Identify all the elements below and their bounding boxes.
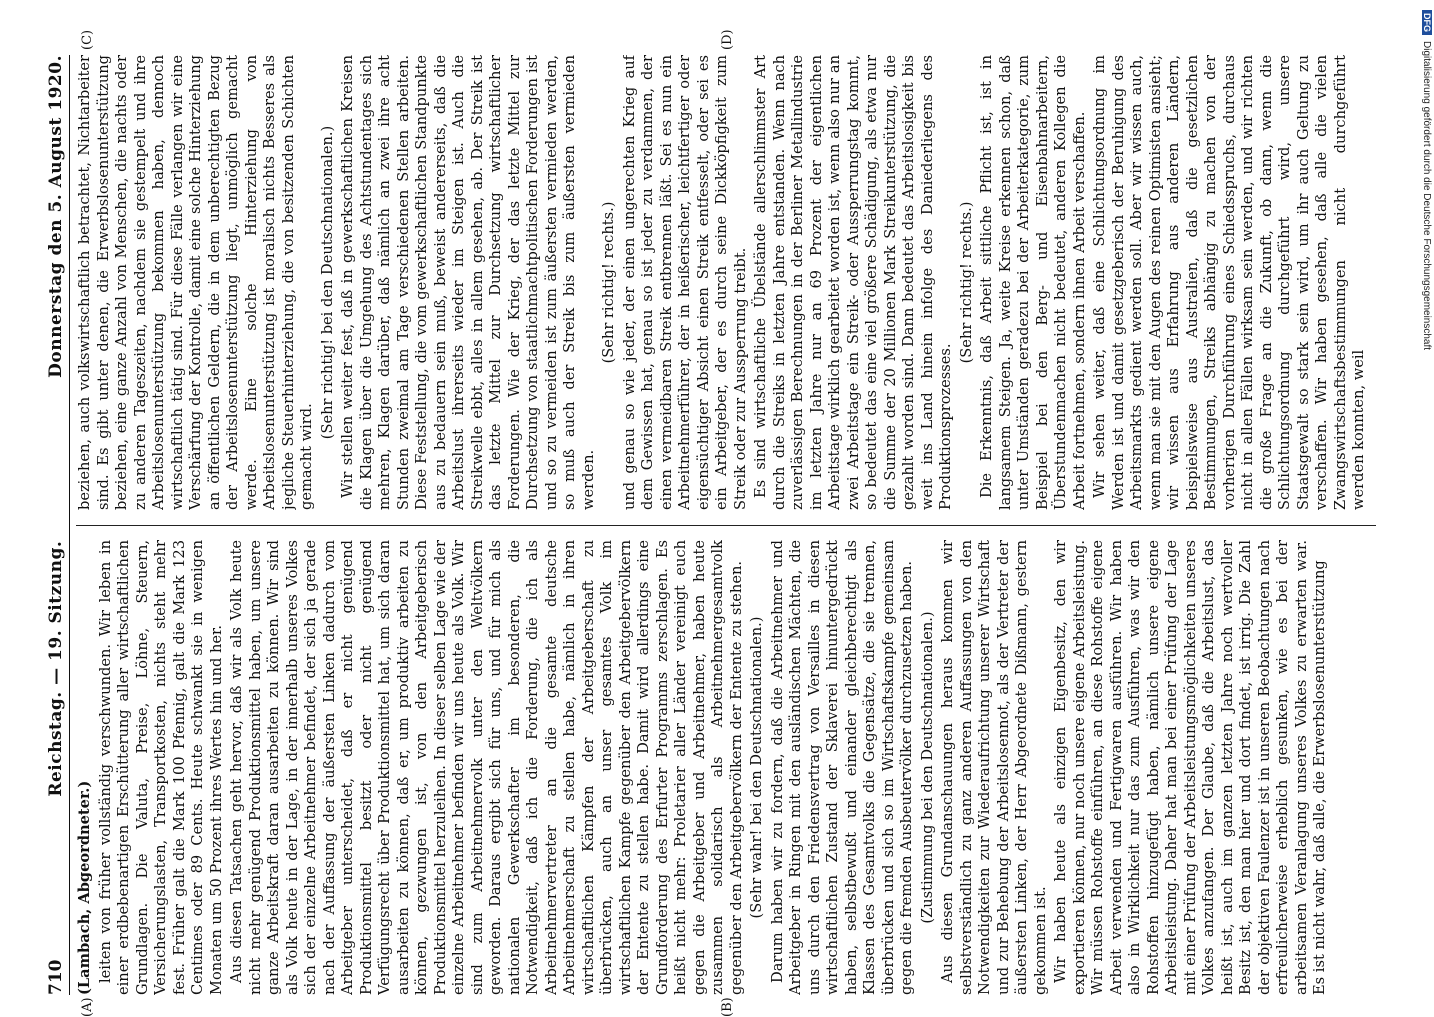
paragraph: Aus diesen Grundanschauungen heraus kommen wir selbstverständlich zu ganz anderen Auffassungen von den Notwendigkeiten zur Wiederaufrichtung unserer Wirtschaft und zur Behebung der Arbeitslosennot, als der Vertreter der äußersten Linken, der Herr Abgeordnete Dißmann, gestern gekommen ist.	[939, 540, 1049, 995]
left-column	[76, 540, 1386, 995]
speaker-label: (Lambach, Abgeordneter.)	[76, 780, 93, 995]
paragraph: Die Erkenntnis, daß Arbeit sittliche Pflicht ist, ist in langsamem Steigen. Ja, weite Kreise erkennen schon, daß unter Umständen geradezu bei der Arbeiterkategorie, zum Beispiel bei den Berg- und Eisenbahnarbeitern, Überstundenmachen nicht bedeutet, anderen Kollegen die Arbeit fortnehmen, sondern ihnen Arbeit verschaffen.	[978, 55, 1088, 510]
paragraph: Wir stellen weiter fest, daß in gewerkschaftlichen Kreisen die Klagen über die Umgehung des Achtstundentages sich mehren, Klagen darüber, daß nämlich an zwei ihre acht Stunden zweimal am Tage verschiedenen Stellen arbeiten. Diese Feststellung, die vom gewerkschaftlichen Standpunkte aus zu bedauern sein muß, beweist andererseits, daß die Arbeitslust ihrerseits wieder im Steigen ist. Auch die Streikwelle ebbt, alles in allem gesehen, ab. Der Streik ist das letzte Mittel zur Durchsetzung wirtschaftlicher Forderungen. Wie der Krieg, der das letzte Mittel zur Durchsetzung von staatlichmachtpolitischen Forderungen ist und so zu vermeiden ist zum äußersten vermieden werden, so muß auch der Streik bis zum äußersten vermieden werden.	[339, 55, 597, 510]
interjection: (Sehr richtig! rechts.)	[600, 201, 617, 364]
funding-note	[1421, 10, 1432, 990]
session-title: Reichstag. — 19. Sitzung.	[46, 540, 66, 797]
funding-sidebar	[1418, 10, 1432, 990]
session-date: Donnerstag den 5. August 1920.	[46, 55, 66, 378]
paragraph: leiten von früher vollständig verschwunden. Wir leben in einer erdbebenartigen Erschütterung aller wirtschaftlichen Grundlagen. Die Valuta, Preise, Löhne, Steuern, Versicherungslasten, Transportkosten, nichts steht mehr fest. Früher galt die Mark 100 Pfennig, galt die Mark 123 Centimes oder 89 Cents. Heute schwankt sie in wenigen Monaten um 50 Prozent ihres Wertes hin und her.	[96, 540, 225, 995]
margin-marker-b: (B)	[720, 997, 735, 1017]
interjection: (Sehr wahr! bei den Deutschnationalen.)	[748, 616, 765, 919]
interjection: (Sehr richtig! rechts.)	[957, 201, 975, 364]
interjection: (Zustimmung bei den Deutschnationalen.)	[918, 611, 936, 924]
scanned-page	[40, 29, 1395, 1017]
rotated-page-content	[40, 29, 1395, 1017]
page-header	[40, 55, 70, 995]
dfg-logo: DFG	[1422, 10, 1432, 35]
paragraph: Darum haben wir zu fordern, daß die Arbeitnehmer und Arbeitgeber in Ringen mit den ausländischen Mächten, die uns durch den Friedensvertrag von Versailles in diesen wirtschaftlichen Zustand der Sklaverei hinuntergedrückt haben, selbstbewußt und einander gleichberechtigt als Klassen des Gesamtvolks die Gegensätze, die sie trennen, überbrücken und sich so im Wirtschaftskampfe gemeinsam gegen die fremden Ausbeutervölker durchzusetzen haben.	[768, 540, 915, 995]
column-divider	[76, 525, 1376, 526]
paragraph: Wir sehen weiter, daß eine Schlichtungsordnung im Werden ist und damit gesetzgeberisch der Beruhigung des Arbeitsmarkts gedient werden soll. Aber wir wissen auch, wenn man sie mit den Augen des reinen Optimisten ansieht; wir wissen aus Erfahrung aus anderen Ländern, beispielsweise aus Australien, daß die gesetzlichen Bestimmungen, Streiks abhängig zu machen von der vorherigen Durchführung eines Schiedsspruchs, durchaus nicht in allen Fällen wirksam sein werden, und wir richten die große Frage an die Zukunft, ob dann, wenn die Schlichtungsordnung durchgeführt wird, unsere Staatsgewalt so stark sein wird, um ihr auch Geltung zu verschaffen. Wir haben gesehen, daß alle die vielen Zwangswirtschaftsbestimmungen nicht durchgeführt werden konnten, weil	[1091, 55, 1367, 510]
right-column	[76, 55, 1386, 510]
paragraph: und genau so wie jeder, der einen ungerechten Krieg auf dem Gewissen hat, genau so ist jeder zu verdammen, der einen vermeidbaren Streik entbrennen läßt. Sei es nun ein Arbeitnehmerführer, der in heißerischer, leichtfertiger oder eigensüchtiger Absicht einen Streik entfesselt, oder sei es ein Arbeitgeber, der es durch seine Dickköpfigkeit zum Streik oder zur Aussperrung treibt.	[620, 55, 749, 510]
interjection: (Sehr richtig! bei den Deutschnationalen.)	[318, 125, 336, 440]
margin-marker-a: (A)	[80, 997, 95, 1017]
paragraph: Wir haben heute als einzigen Eigenbesitz, den wir exportieren können, nur noch unsere eigene Arbeitsleistung. Wir müssen Rohstoffe einführen, an diese Rohstoffe eigene Arbeit verwenden und Fertigwaren ausführen. Wir haben also in Wirklichkeit nur das zum Ausführen, was wir den Rohstoffen hinzugefügt haben, nämlich unsere eigene Arbeitsleistung. Daher hat man bei einer Prüfung der Lage mit einer Prüfung der Arbeitsleistungsmöglichkeiten unseres Volkes anzufangen. Der Glaube, daß die Arbeitslust, das heißt ist, auch im ganzen letzten Jahre noch wertvoller Besitz ist, den man hier und dort findet, ist irrig. Die Zahl der objektiven Faulenzer ist in unseren Beobachtungen nach erfreulicherweise erheblich gesunken, wie es bei der arbeitsamen Veranlagung unseres Volkes zu erwarten war. Es ist nicht wahr, daß alle, die Erwerbslosenunterstützung	[1052, 540, 1328, 995]
funding-text: Digitalisierung gefördert durch die Deutsche Forschungsgemeinschaft	[1421, 41, 1432, 351]
page-number: 710	[46, 959, 66, 995]
paragraph: beziehen, auch volkswirtschaftlich betrachtet, Nichtarbeiter sind. Es gibt unter denen, die Erwerbslosenunterstützung beziehen, eine ganze Anzahl von Menschen, die nachts oder zu anderen Tageszeiten, nachdem sie gestempelt und ihre Arbeitslosenunterstützung bekommen haben, dennoch wirtschaftlich tätig sind. Für diese Fälle verlangen wir eine Verschärfung der Kontrolle, damit eine solche Hinterziehung an öffentlichen Geldern, die in dem unberechtigten Bezug der Arbeitslosenunterstützung liegt, unmöglich gemacht werde. Eine solche Hinterziehung von Arbeitslosenunterstützung ist moralisch nichts Besseres als jegliche Steuerhinterziehung, die von besitzenden Schichten gemacht wird.	[76, 55, 315, 510]
margin-marker-d: (D)	[720, 29, 735, 50]
margin-marker-c: (C)	[80, 29, 95, 50]
paragraph: Es sind wirtschaftliche Übelstände allerschlimmster Art durch die Streiks in letzten Jahre entstanden. Wenn nach zuverlässigen Berechnungen in der Berliner Metallindustrie im letzten Jahre nur an 69 Prozent der eigentlichen Arbeitstage wirklich gearbeitet worden ist, wenn also nur an zwei Arbeitstage ein Streik- oder Aussperrungstag kommt, so bedeutet das eine viel größere Schädigung, als etwa nur die Summe der 20 Millionen Mark Streikunterstützung, die gezahlt worden sind. Dann bedeutet das Arbeitslosigkeit bis weit ins Land hinein infolge des Daniederliegens des Produktionsprozesses.	[752, 55, 954, 510]
paragraph: Aus diesen Tatsachen geht hervor, daß wir als Volk heute nicht mehr genügend Produktionsmittel haben, um unsere ganze Arbeitskraft daran ausarbeiten zu können. Wir sind als Volk heute in der Lage, in der innerhalb unseres Volkes sich der einzelne Arbeitnehmer befindet, der sich ja gerade nach der Auffassung der äußersten Linken dadurch vom Arbeitgeber unterscheidet, daß er nicht genügend Produktionsmittel besitzt oder nicht genügend Verfügungsrecht über Produktionsmittel hat, um sich daran ausarbeiten zu können, daß er, um produktiv arbeiten zu können, gezwungen ist, von den Arbeitgeberisch Produktionsmittel herzuleihen. In dieser selben Lage wie der einzelne Arbeitnehmer befinden wir uns heute als Volk. Wir sind zum Arbeitnehmervolk unter den Weltvölkern geworden. Daraus ergibt sich für uns, und für mich als nationalen Gewerkschafter im besonderen, die Notwendigkeit, daß ich die Forderung, die ich als Arbeitnehmervertreter an die gesamte deutsche Arbeitnehmerschaft zu stellen habe, nämlich in ihren wirtschaftlichen Kämpfen der Arbeitgeberschaft zu überbrücken, auch an unser gesamtes Volk im wirtschaftlichen Kampfe gegenüber den Arbeitgebervölkern der Entente zu stellen habe. Damit wird allerdings eine Grundforderung des Erfurter Programms zerschlagen. Es heißt nicht mehr: Proletarier aller Länder vereinigt euch gegen die Arbeitgeber und Arbeitnehmer, haben heute zusammen solidarisch als Arbeitnehmergesamtvolk gegenüber den Arbeitgebervölkern der Entente zu stehen.	[228, 540, 745, 995]
